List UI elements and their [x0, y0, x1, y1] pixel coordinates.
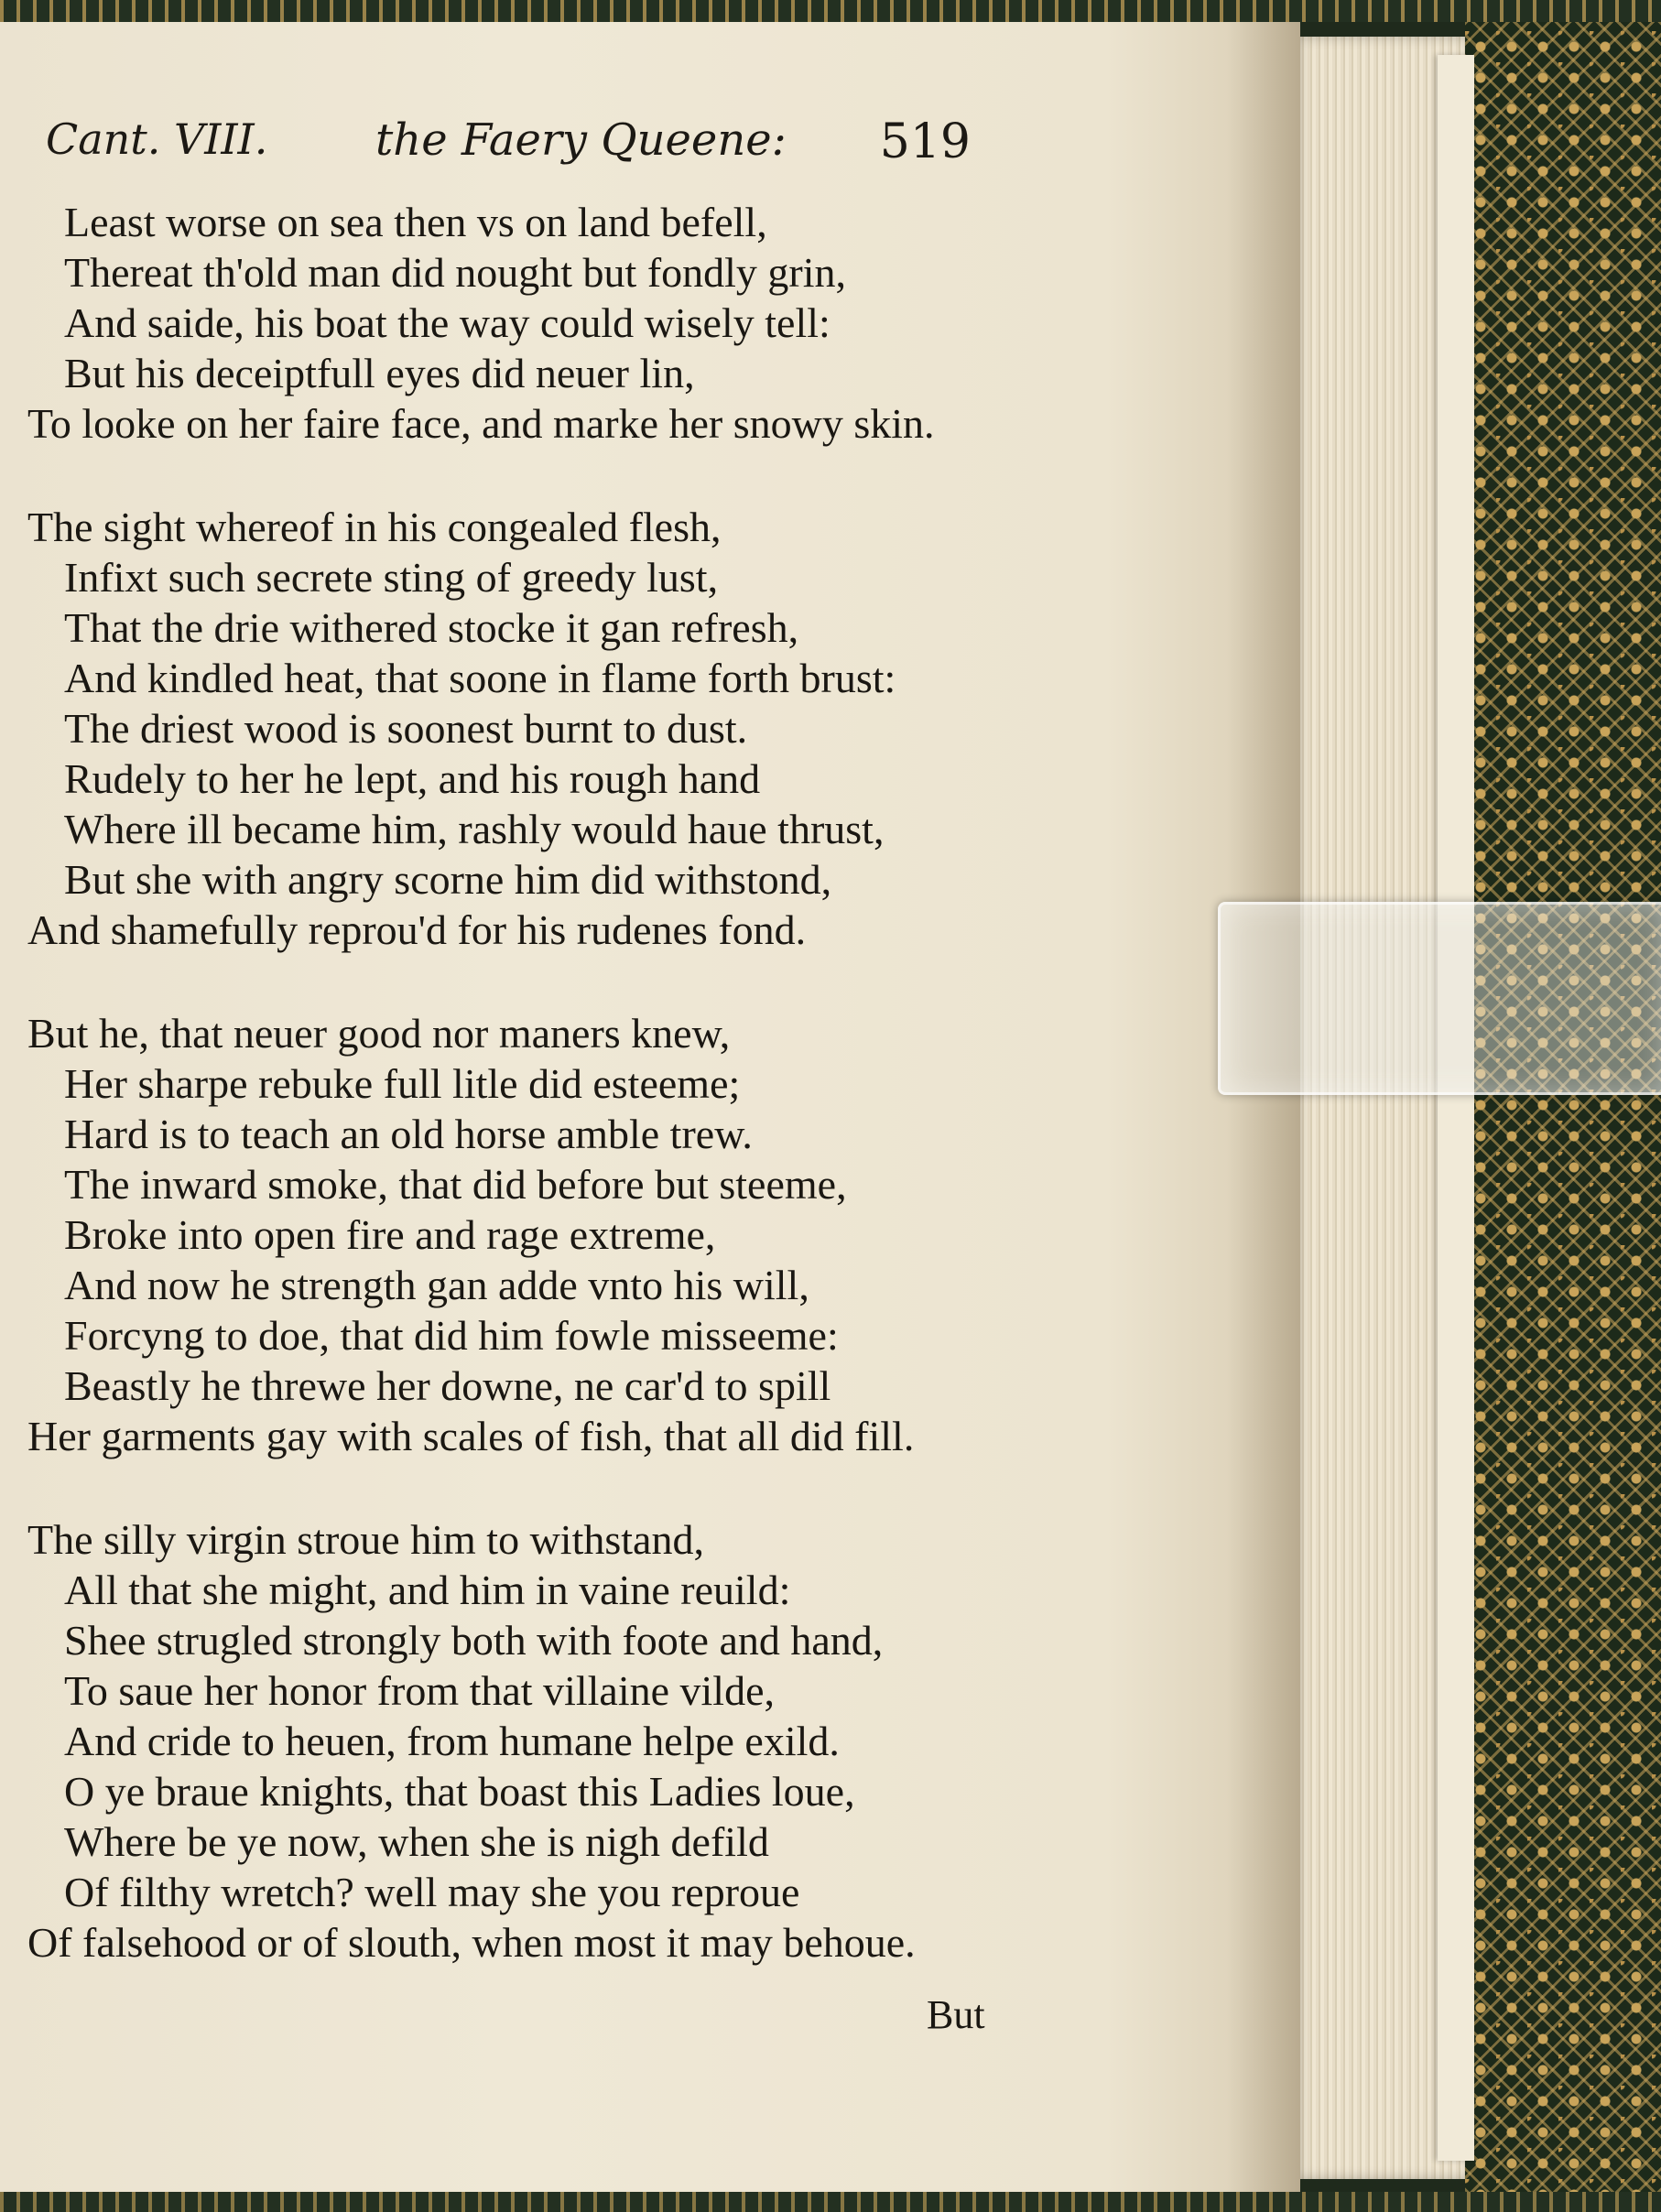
- verse-line: Of falsehood or of slouth, when most it may behoue.: [27, 1919, 916, 1966]
- verse-line: The inward smoke, that did before but steeme,: [64, 1161, 847, 1208]
- verse-block: [27, 197, 961, 2021]
- verse-line: To saue her honor from that villaine vilde,: [64, 1667, 776, 1714]
- verse-line: And shamefully reprou'd for his rudenes fond.: [27, 906, 807, 953]
- canto-label: Cant. VIII.: [46, 114, 268, 164]
- verse-line: The driest wood is soonest burnt to dust.: [64, 705, 748, 752]
- verse-line: The sight whereof in his congealed flesh,: [27, 504, 722, 550]
- stanza: [27, 1008, 961, 1461]
- verse-line: That the drie withered stocke it gan refresh,: [64, 604, 799, 651]
- verse-line: Hard is to teach an old horse amble trew.: [64, 1111, 753, 1157]
- verse-line: Beastly he threwe her downe, ne car'd to spill: [64, 1362, 831, 1409]
- stanza: [27, 197, 961, 449]
- gilded-cover-board: [1465, 0, 1661, 2212]
- verse-line: All that she might, and him in vaine reuild:: [64, 1567, 791, 1613]
- cover-border-top: [0, 0, 1661, 22]
- book-page: [0, 18, 1300, 2197]
- verse-line: But his deceiptfull eyes did neuer lin,: [64, 350, 695, 396]
- verse-line: Broke into open fire and rage extreme,: [64, 1211, 716, 1258]
- verse-line: Where be ye now, when she is nigh defild: [64, 1818, 769, 1865]
- gutter-shadow: [1227, 18, 1300, 2197]
- running-headline: [46, 114, 971, 179]
- verse-line: Least worse on sea then vs on land befell,: [64, 199, 767, 245]
- cover-border-bottom: [0, 2192, 1661, 2212]
- verse-line: But he, that neuer good nor maners knew,: [27, 1010, 731, 1057]
- running-title: the Faery Queene:: [375, 114, 787, 166]
- verse-line: Forcyng to doe, that did him fowle misseeme:: [64, 1312, 839, 1359]
- verse-line: The silly virgin stroue him to withstand,: [27, 1516, 704, 1563]
- verse-line: Shee strugled strongly both with foote and hand,: [64, 1617, 884, 1664]
- verse-line: Where ill became him, rashly would haue thrust,: [64, 806, 885, 852]
- verse-line: Her garments gay with scales of fish, that all did fill.: [27, 1413, 915, 1459]
- verse-line: Of filthy wretch? well may she you reproue: [64, 1869, 800, 1915]
- stanza: [27, 502, 961, 955]
- verse-line: But she with angry scorne him did withstond,: [64, 856, 832, 903]
- stanza: [27, 1514, 961, 1968]
- verse-line: Rudely to her he lept, and his rough hand: [64, 755, 761, 802]
- verse-line: Her sharpe rebuke full litle did esteeme;: [64, 1060, 741, 1107]
- verse-line: Thereat th'old man did nought but fondly grin,: [64, 249, 847, 296]
- verse-line: And kindled heat, that soone in flame forth brust:: [64, 655, 896, 701]
- verse-line: And saide, his boat the way could wisely tell:: [64, 299, 830, 346]
- verse-line: To looke on her faire face, and marke her snowy skin.: [27, 400, 935, 447]
- verse-line: And cride to heuen, from humane helpe exild.: [64, 1718, 840, 1764]
- page-number: 519: [879, 114, 971, 169]
- catchword: But: [927, 1992, 985, 2037]
- verse-line: Infixt such secrete sting of greedy lust,: [64, 554, 719, 601]
- page-clamp: [1218, 902, 1661, 1095]
- verse-line: O ye braue knights, that boast this Ladies loue,: [64, 1768, 855, 1815]
- verse-line: And now he strength gan adde vnto his will,: [64, 1262, 809, 1308]
- endpaper: [1438, 55, 1474, 2161]
